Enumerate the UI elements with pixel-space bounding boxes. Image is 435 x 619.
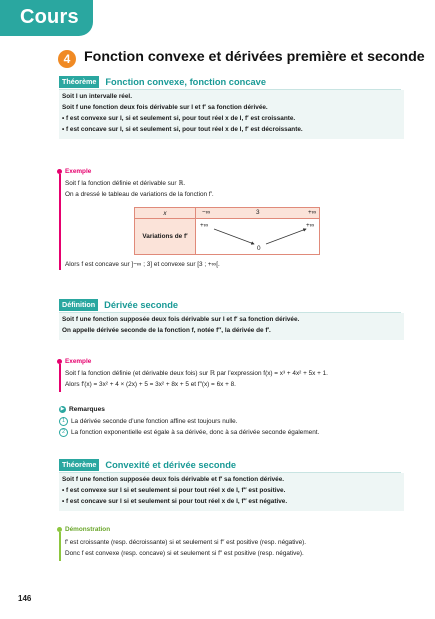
remarque-number: 1 <box>59 417 68 426</box>
table-x-three: 3 <box>256 209 260 216</box>
exemple1-line2: On a dressé le tableau de variations de la fonction f′. <box>65 191 214 198</box>
table-variations-cell <box>196 219 320 255</box>
table-x-plus-inf: +∞ <box>308 209 317 216</box>
theoreme1-tag: Théorème <box>59 76 99 88</box>
demonstration-line2: Donc f est convexe (resp. concave) si et seulement si f″ est positive (resp. négative). <box>65 550 304 557</box>
remarques-list <box>59 416 319 438</box>
table-bottom-middle: 0 <box>257 245 261 252</box>
chapter-tab <box>0 0 93 36</box>
remarque-item <box>59 416 319 427</box>
theoreme1-line: Soit f une fonction deux fois dérivable sur I et f′ sa fonction dérivée. <box>62 104 268 111</box>
definition-header <box>59 299 178 311</box>
theoreme2-line: • f est convexe sur I si et seulement si pour tout réel x de I, f″ est positive. <box>62 487 286 494</box>
variation-table <box>134 207 320 255</box>
theoreme2-title: Convexité et dérivée seconde <box>105 460 237 470</box>
theoreme2-line: Soit f une fonction supposée deux fois dérivable et f′ sa fonction dérivée. <box>62 476 285 483</box>
theoreme2-line: • f est concave sur I si et seulement si pour tout réel x de I, f″ est négative. <box>62 498 288 505</box>
demonstration-bar <box>59 532 61 561</box>
definition-tag: Définition <box>59 299 98 311</box>
arrow-down <box>214 229 254 244</box>
theoreme1-line: Soit I un intervalle réel. <box>62 93 132 100</box>
definition-line: Soit f une fonction supposée deux fois dérivable sur I et f′ sa fonction dérivée. <box>62 316 300 323</box>
theoreme1-line: • f est convexe sur I, si et seulement si, pour tout réel x de I, f′ est croissante. <box>62 115 296 122</box>
remarque-item <box>59 427 319 438</box>
exemple2-line1: Soit f la fonction définie (et dérivable deux fois) sur ℝ par l’expression f(x) = x³ + 4x² + 5x + 1. <box>65 370 328 377</box>
table-x-values <box>196 208 320 219</box>
definition-box <box>59 313 404 340</box>
exemple1-bar <box>59 174 61 270</box>
exemple1-conclusion: Alors f est concave sur ]−∞ ; 3] et convexe sur [3 ; +∞[. <box>65 261 220 268</box>
definition-line: On appelle dérivée seconde de la fonction f, notée f″, la dérivée de f′. <box>62 327 271 334</box>
theoreme2-header <box>59 459 236 471</box>
exemple2-text <box>65 368 328 390</box>
exemple2-line2: Alors f′(x) = 3x² + 4 × (2x) + 5 = 3x² + 8x + 5 et f″(x) = 6x + 8. <box>65 381 236 388</box>
remarque-text: La dérivée seconde d’une fonction affine est toujours nulle. <box>71 418 238 425</box>
theoreme2-box <box>59 473 404 511</box>
definition-title: Dérivée seconde <box>104 300 179 310</box>
remarques-header <box>59 406 105 413</box>
remarque-text: La fonction exponentielle est égale à sa dérivée, donc à sa dérivée seconde également. <box>71 429 320 436</box>
exemple1-label: Exemple <box>65 168 92 175</box>
theoreme1-box <box>59 90 404 139</box>
theoreme1-header <box>59 76 266 88</box>
page-number: 146 <box>18 594 32 603</box>
demonstration-line1: f′ est croissante (resp. décroissante) si et seulement si f″ est positive (resp. négative). <box>65 539 307 546</box>
table-top-right: +∞ <box>306 222 315 229</box>
exemple2-bar <box>59 364 61 392</box>
section-number: 4 <box>58 50 76 68</box>
section-title: Fonction convexe et dérivées première et seconde <box>84 49 425 65</box>
table-x-label: x <box>135 208 196 219</box>
remarques-label: Remarques <box>69 406 105 413</box>
exemple2-label: Exemple <box>65 358 92 365</box>
exemple1-line1: Soit f la fonction définie et dérivable sur ℝ. <box>65 180 186 187</box>
arrow-up <box>266 229 306 244</box>
theoreme2-tag: Théorème <box>59 459 99 471</box>
chapter-tab-label: Cours <box>20 6 79 28</box>
remarques-arrow-icon: ▶ <box>60 406 65 412</box>
exemple1-conclusion-wrap <box>65 259 220 270</box>
theoreme1-line: • f est concave sur I, si et seulement si, pour tout réel x de I, f′ est décroissante. <box>62 126 303 133</box>
remarque-number: 2 <box>59 428 68 437</box>
table-x-minus-inf: −∞ <box>202 209 211 216</box>
table-row-label: Variations de f′ <box>135 219 196 255</box>
demonstration-text <box>65 537 306 559</box>
exemple1-text <box>65 178 214 200</box>
table-top-left: +∞ <box>200 222 209 229</box>
variation-arrows <box>196 219 322 255</box>
theoreme1-title: Fonction convexe, fonction concave <box>105 77 267 87</box>
demonstration-label: Démonstration <box>65 526 111 533</box>
